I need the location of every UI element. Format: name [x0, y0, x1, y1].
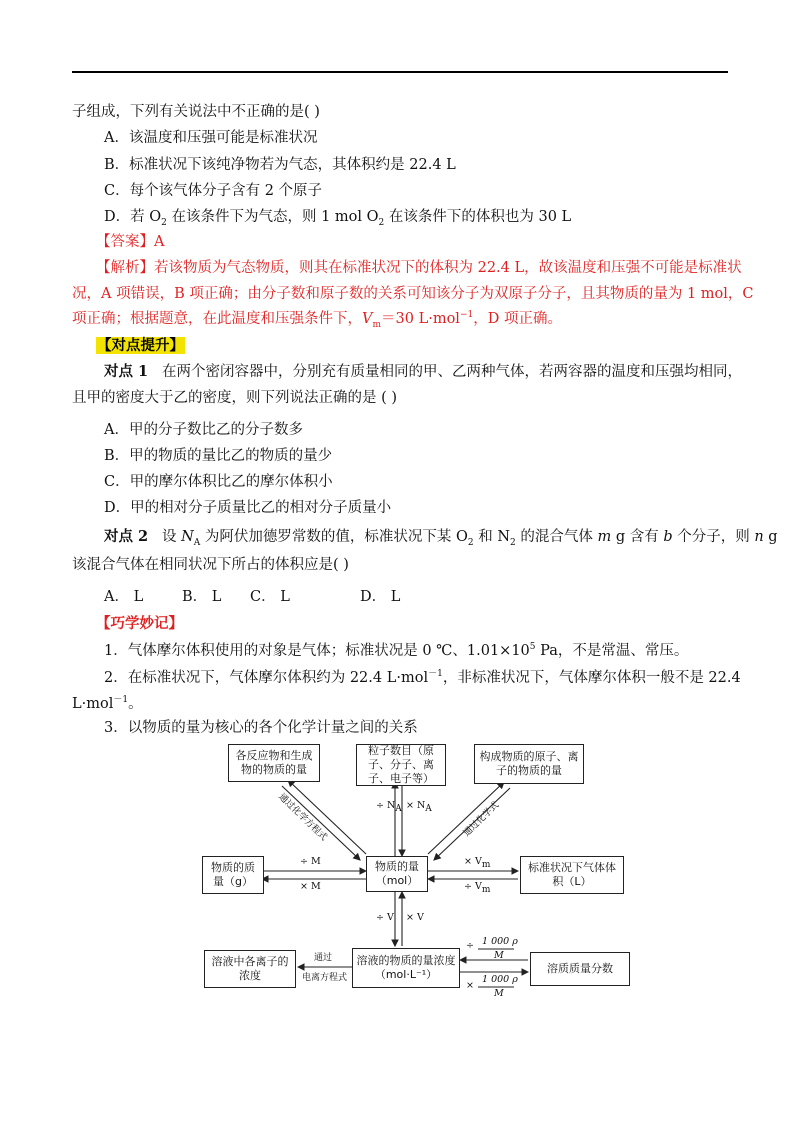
- label-via: 通过: [314, 953, 333, 963]
- practice-2-option-a: A． L: [104, 589, 144, 605]
- label-div-sign: ÷: [466, 940, 474, 951]
- practice-2-line-2: 该混合气体在相同状况下所占的体积应是( ): [72, 557, 349, 573]
- box-reactants: 各反应物和生成物的物质的量: [228, 744, 320, 782]
- practice-1-option-a: A．甲的分子数比乙的分子数多: [104, 422, 303, 438]
- label-mul-sign: ×: [466, 980, 474, 991]
- practice-2-option-d: D． L: [360, 589, 401, 605]
- tip-2: 2．在标准状况下，气体摩尔体积约为 22.4 L·mol$^{-1}$，非标准状况下，气体摩尔体积一般不是 22.4: [104, 669, 741, 686]
- box-particles: 粒子数目（原子、分子、离子、电子等）: [356, 744, 446, 786]
- box-atoms: 构成物质的原子、离子的物质的量: [474, 744, 584, 784]
- tip-2-cont: L·mol$^{-1}$。: [72, 695, 143, 712]
- label-mul-vm: × $V_m$: [464, 856, 491, 870]
- section-heading-tips: 【巧学妙记】: [96, 615, 183, 632]
- practice-2-option-b: B． L: [182, 589, 222, 605]
- box-gas-volume: 标准状况下气体体积（L）: [520, 856, 624, 894]
- practice-1-line-1: 对点 1 在两个密闭容器中，分别充有质量相同的甲、乙两种气体，若两容器的温度和压强均相同，: [104, 363, 742, 380]
- question-stem: 子组成，下列有关说法中不正确的是( ): [72, 104, 320, 120]
- label-mul-v: × V: [406, 912, 424, 923]
- practice-1-line-2: 且甲的密度大于乙的密度，则下列说法正确的是 ( ): [72, 390, 398, 406]
- box-mass: 物质的质量（g）: [202, 856, 264, 894]
- box-moles: 物质的量（mol）: [366, 856, 428, 892]
- label-mul-na: × $N_A$: [406, 800, 432, 814]
- box-concentration: 溶液的物质的量浓度（mol·L⁻¹）: [352, 948, 460, 988]
- label-via-equation: 通过化学方程式: [276, 792, 329, 844]
- box-ion-concentration: 溶液中各离子的浓度: [204, 950, 296, 988]
- label-frac-num-bottom: 1 000 ρ: [482, 974, 518, 985]
- tip-1: 1．气体摩尔体积使用的对象是气体；标准状况是 0 ℃、$1.01\times 10^5$ Pa，不是常温、常压。: [104, 642, 689, 659]
- stoichiometry-diagram: [196, 740, 636, 1000]
- label-frac-den-bottom: M: [494, 988, 504, 999]
- box-mass-fraction: 溶质质量分数: [530, 952, 630, 986]
- practice-1-option-d: D．甲的相对分子质量比乙的相对分子质量小: [104, 500, 392, 516]
- analysis-line-1: 【解析】若该物质为气态物质，则其在标准状况下的体积为 22.4 L，故该温度和压强不可能是标准状: [96, 260, 742, 276]
- practice-2-line-1: 对点 2 设 $N_A$ 为阿伏加德罗常数的值，标准状况下某 $O_2$ 和 $N_2$ 的混合气体 m g 含有 b 个分子，则 n g: [104, 528, 778, 548]
- label-div-na: ÷ $N_A$: [376, 800, 402, 814]
- label-via-formula: 通过化学式: [461, 800, 502, 839]
- analysis-line-3: 项正确；根据题意，在此温度和压强条件下，$V_m=30$ L·mol$^{-1}$，D 项正确。: [72, 310, 562, 330]
- label-div-v: ÷ V: [376, 912, 394, 923]
- label-ionization-eq: 电离方程式: [302, 973, 348, 983]
- label-div-vm: ÷ $V_m$: [464, 881, 491, 895]
- label-mul-m: × M: [300, 881, 321, 892]
- section-heading-practice: 【对点提升】: [97, 337, 184, 354]
- label-frac-num-top: 1 000 ρ: [482, 936, 518, 947]
- option-b: B．标准状况下该纯净物若为气态，其体积约是 22.4 L: [104, 157, 456, 173]
- label-div-m: ÷ M: [300, 856, 321, 867]
- practice-1-option-b: B．甲的物质的量比乙的物质的量少: [104, 448, 333, 464]
- practice-2-option-c: C． L: [250, 589, 290, 605]
- option-d: D．若 $O_2$ 在该条件下为气态，则 1 mol $O_2$ 在该条件下的体积也为 30 L: [104, 209, 572, 228]
- header-rule: [72, 71, 728, 73]
- analysis-line-2: 况，A 项错误，B 项正确；由分子数和原子数的关系可知该分子为双原子分子，且其物质的量为 1 mol，C: [72, 286, 754, 302]
- option-c: C．每个该气体分子含有 2 个原子: [104, 183, 323, 199]
- tip-3: 3．以物质的量为核心的各个化学计量之间的关系: [104, 720, 418, 736]
- option-a: A．该温度和压强可能是标准状况: [104, 130, 318, 146]
- label-frac-den-top: M: [494, 950, 504, 961]
- answer: 【答案】A: [96, 234, 165, 250]
- practice-1-option-c: C．甲的摩尔体积比乙的摩尔体积小: [104, 474, 333, 490]
